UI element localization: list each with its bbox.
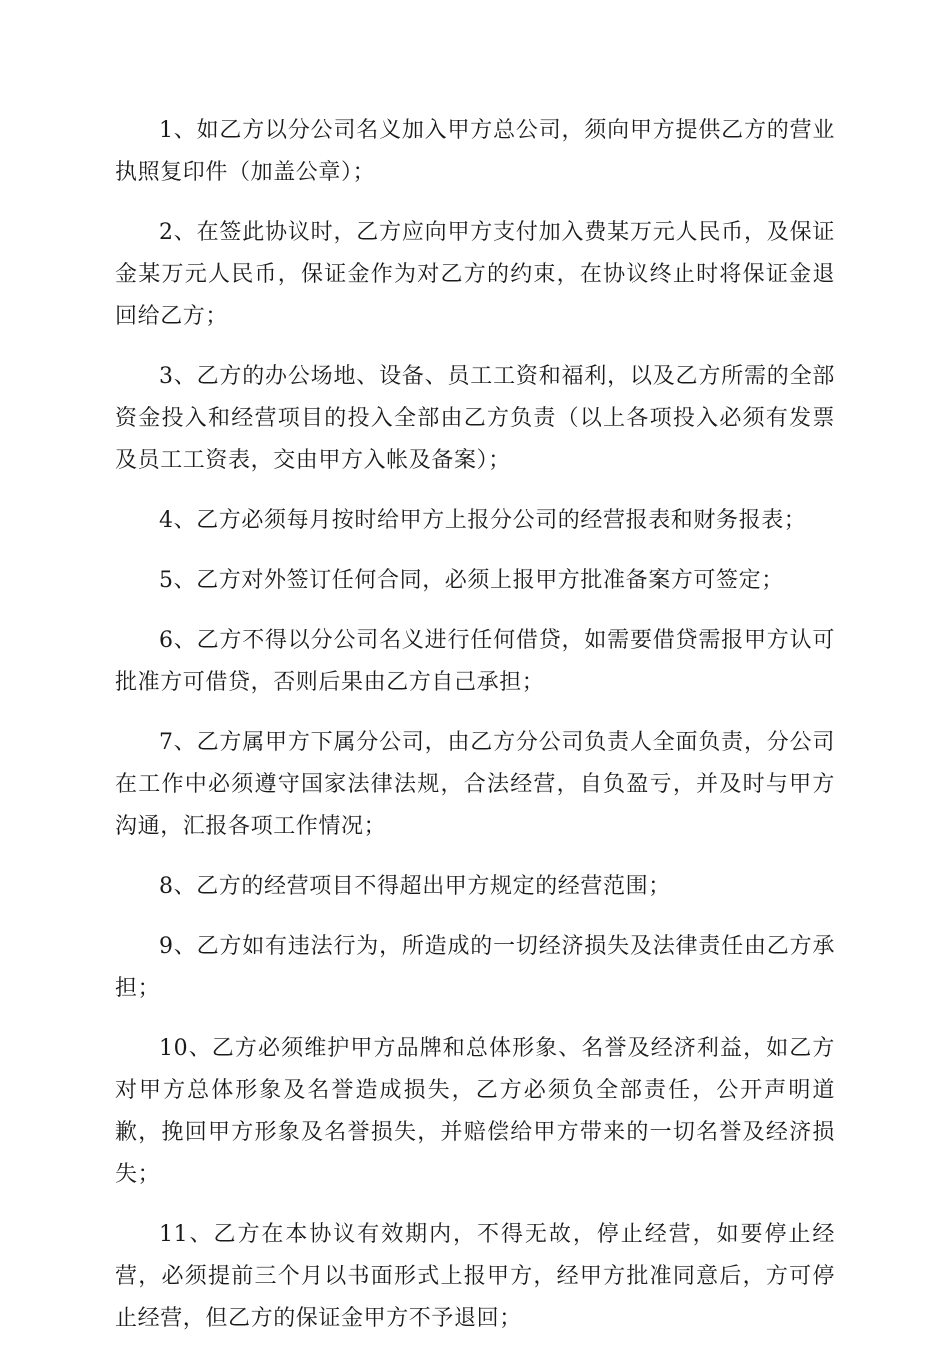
- clause-7: 7、乙方属甲方下属分公司，由乙方分公司负责人全面负责，分公司在工作中必须遵守国家法律法规，合法经营，自负盈亏，并及时与甲方沟通，汇报各项工作情况；: [115, 730, 835, 839]
- clause-1: 1、如乙方以分公司名义加入甲方总公司，须向甲方提供乙方的营业执照复印件（加盖公章）；: [115, 118, 835, 185]
- clause-9: 9、乙方如有违法行为，所造成的一切经济损失及法律责任由乙方承担；: [115, 934, 835, 1001]
- clause-4: 4、乙方必须每月按时给甲方上报分公司的经营报表和财务报表；: [159, 508, 807, 533]
- document-page: [115, 110, 835, 1358]
- clause-8: 8、乙方的经营项目不得超出甲方规定的经营范围；: [159, 874, 671, 899]
- clause-5: 5、乙方对外签订任何合同，必须上报甲方批准备案方可签定；: [159, 568, 784, 593]
- clause-2: 2、在签此协议时，乙方应向甲方支付加入费某万元人民币，及保证金某万元人民币，保证金作为对乙方的约束，在协议终止时将保证金退回给乙方；: [115, 220, 835, 329]
- clause-6: 6、乙方不得以分公司名义进行任何借贷，如需要借贷需报甲方认可批准方可借贷，否则后果由乙方自己承担；: [115, 628, 835, 695]
- clause-10: 10、乙方必须维护甲方品牌和总体形象、名誉及经济利益，如乙方对甲方总体形象及名誉造成损失，乙方必须负全部责任，公开声明道歉，挽回甲方形象及名誉损失，并赔偿给甲方带来的一切名誉及经济损失；: [115, 1036, 835, 1187]
- clause-3: 3、乙方的办公场地、设备、员工工资和福利，以及乙方所需的全部资金投入和经营项目的投入全部由乙方负责（以上各项投入必须有发票及员工工资表，交由甲方入帐及备案）；: [115, 364, 835, 473]
- clause-11: 11、乙方在本协议有效期内，不得无故，停止经营，如要停止经营，必须提前三个月以书面形式上报甲方，经甲方批准同意后，方可停止经营，但乙方的保证金甲方不予退回；: [115, 1222, 835, 1331]
